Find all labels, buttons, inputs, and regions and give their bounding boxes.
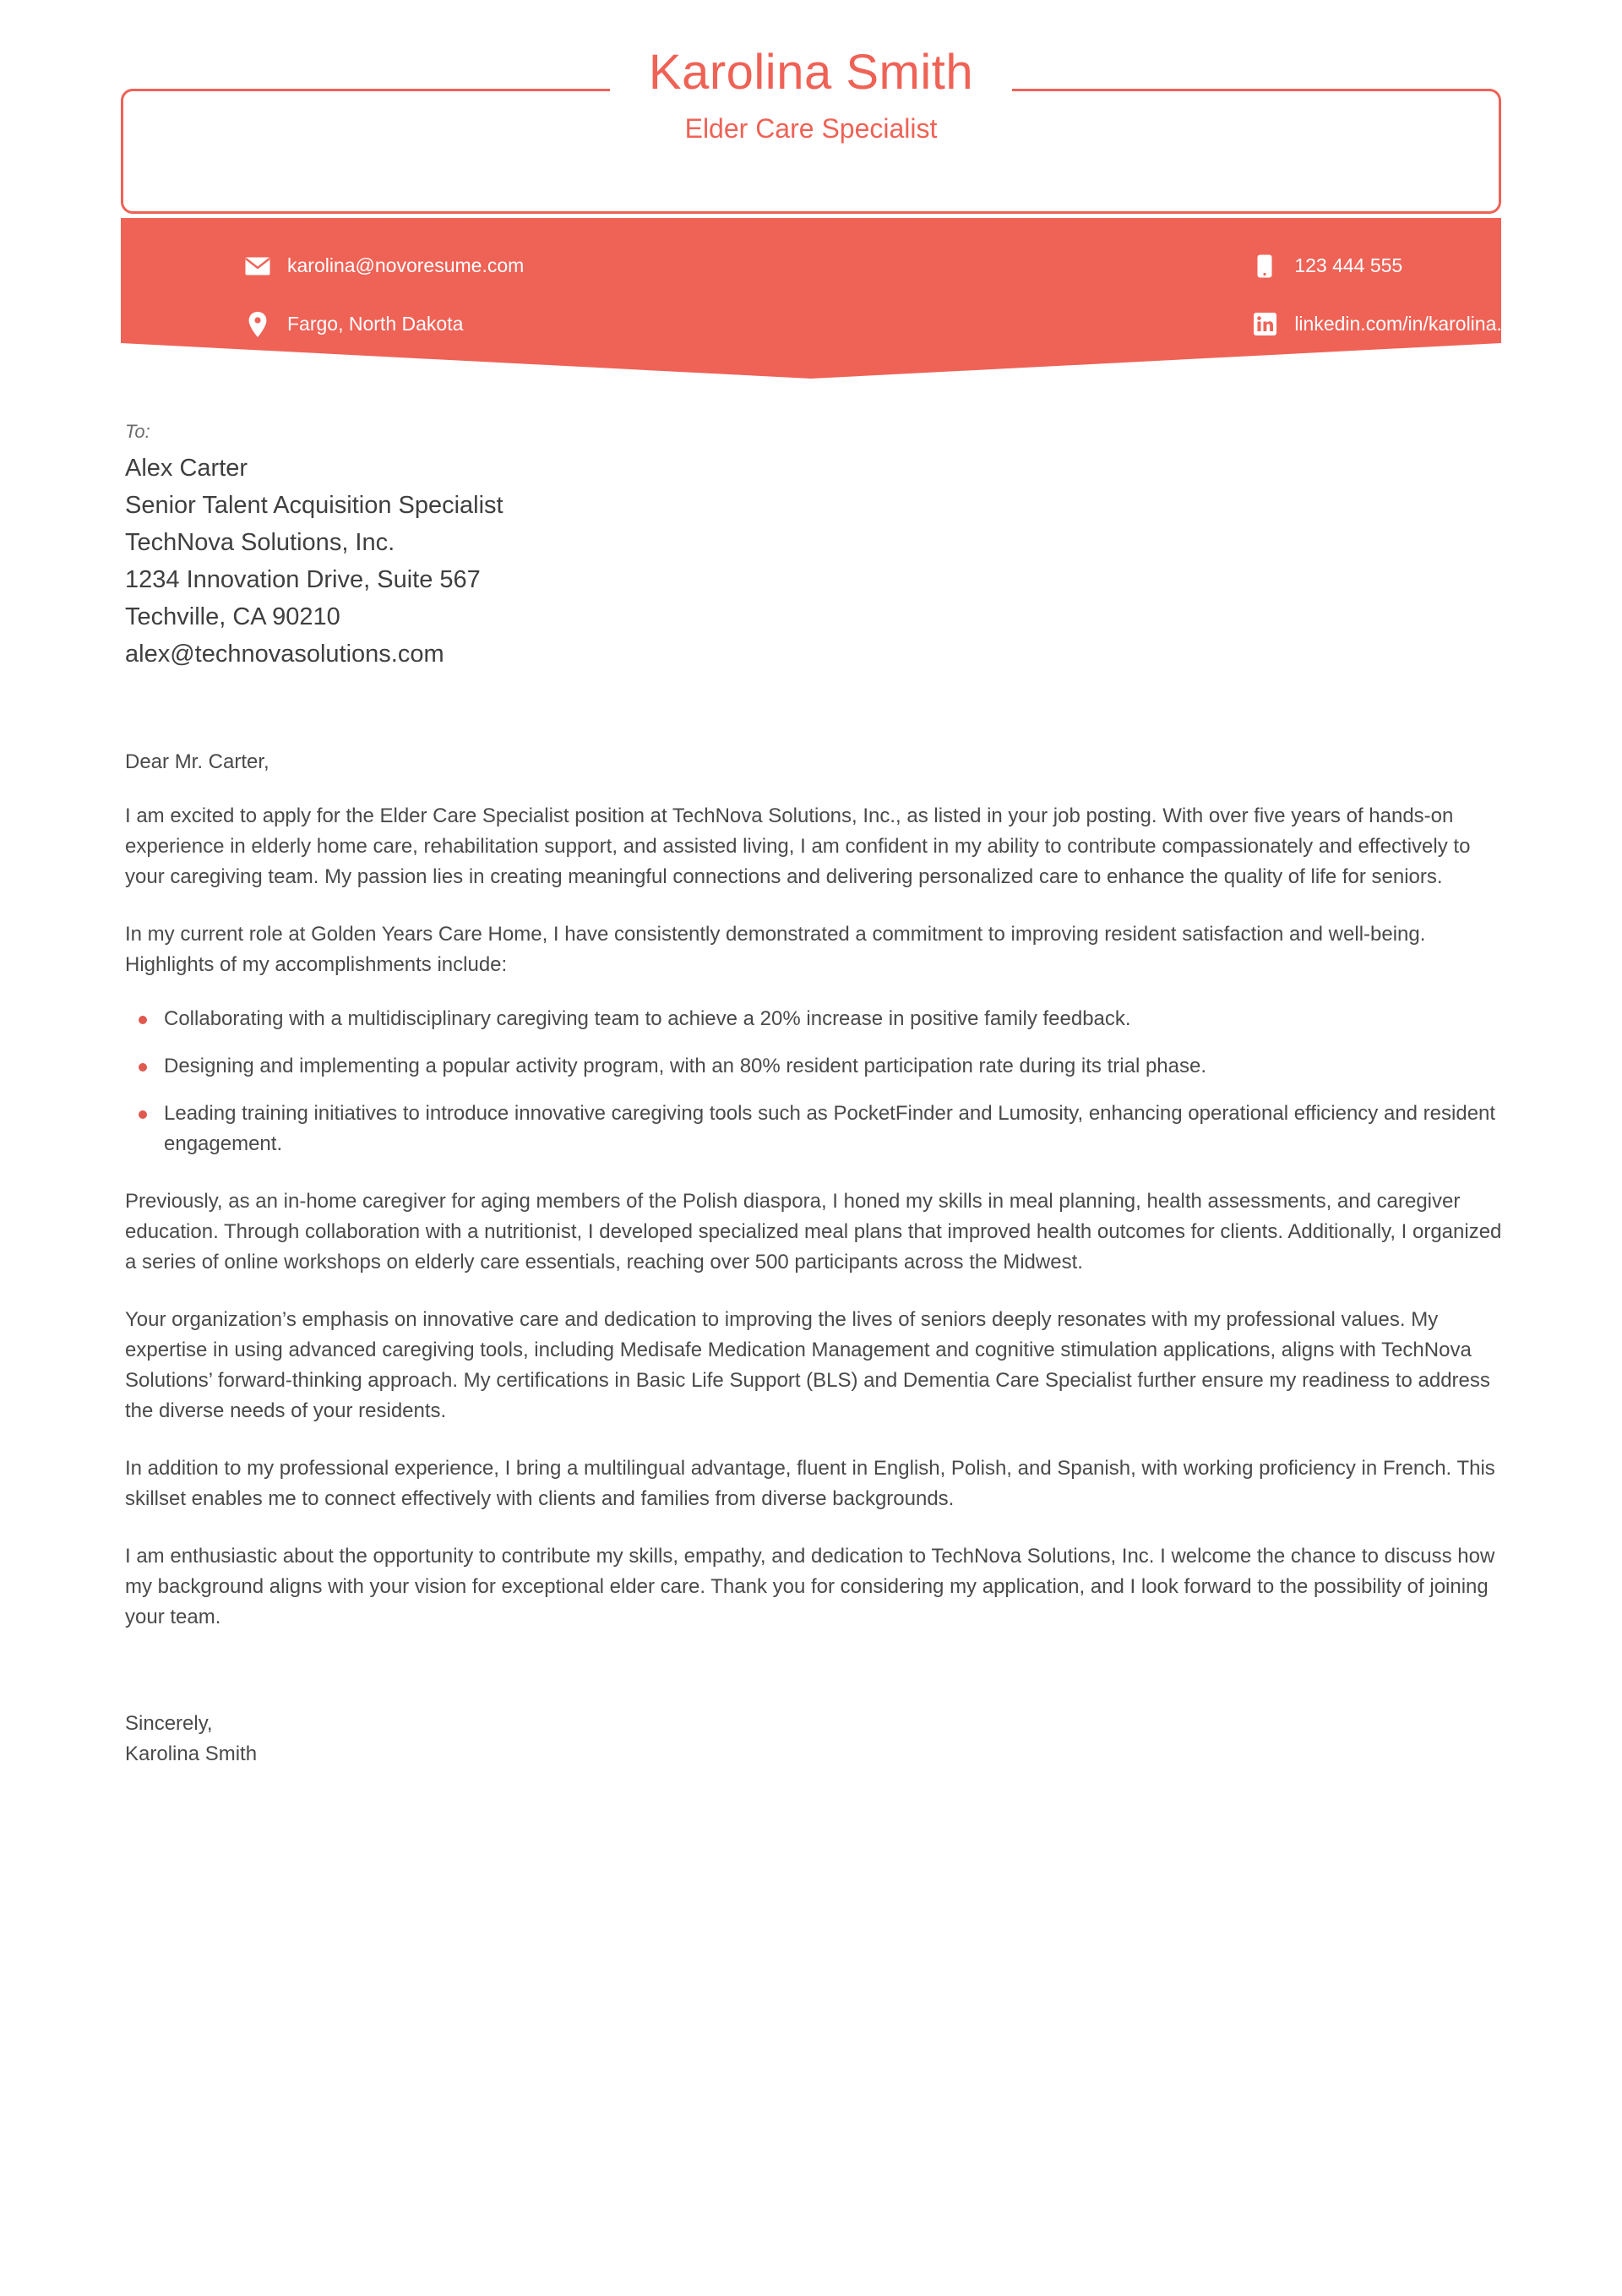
- contact-linkedin-text: linkedin.com/in/karolina.smith: [1294, 313, 1549, 335]
- salutation: Dear Mr. Carter,: [125, 750, 269, 773]
- contact-linkedin[interactable]: [524, 295, 1548, 353]
- paragraph-6: I am enthusiastic about the opportunity to contribute my skills, empathy, and dedication to TechNova Solutions, Inc. I welcome the chance to discuss how my background aligns with your vision for exceptional elder care. Thank you for considering my application, and I look forward to the possibility of joining your team.: [125, 1545, 1495, 1628]
- signoff-block: [125, 1709, 1502, 1770]
- letter-header: [0, 0, 1622, 177]
- contact-location-text: Fargo, North Dakota: [287, 313, 464, 335]
- list-item: Leading training initiatives to introduce innovative caregiving tools such as PocketFinder and Lumosity, enhancing operational efficiency and resident engagement.: [161, 1099, 1502, 1159]
- contact-email-text: karolina@novoresume.com: [287, 254, 525, 276]
- letter-body: [125, 421, 1502, 1770]
- recipient-line: 1234 Innovation Drive, Suite 567: [125, 566, 481, 593]
- contact-location: [121, 295, 524, 353]
- signature-name: Karolina Smith: [125, 1742, 258, 1765]
- recipient-line: Alex Carter: [125, 455, 248, 482]
- email-icon: [243, 252, 272, 281]
- accomplishments-list: [125, 1004, 1502, 1159]
- paragraph-5: In addition to my professional experience, I bring a multilingual advantage, fluent in English, Polish, and Spanish, with working proficiency in French. This skillset enables me to connect effectively with clients and families from diverse backgrounds.: [125, 1457, 1495, 1510]
- paragraph-2: In my current role at Golden Years Care Home, I have consistently demonstrated a commitment to improving resident satisfaction and well-being. Highlights of my accomplishments include:: [125, 923, 1426, 976]
- contact-info: [121, 218, 1549, 353]
- location-pin-icon: [243, 310, 272, 339]
- page-title: Karolina Smith: [610, 44, 1012, 101]
- list-item: Collaborating with a multidisciplinary caregiving team to achieve a 20% increase in positive family feedback.: [161, 1004, 1502, 1034]
- recipient-line: TechNova Solutions, Inc.: [125, 529, 395, 556]
- paragraph-4: Your organization’s emphasis on innovative care and dedication to improving the lives of seniors deeply resonates with my professional values. My expertise in using advanced caregiving tools, including Medisafe Medication Management and cognitive stimulation applications, aligns with TechNova Solutions’ forward-thinking approach. My certifications in Basic Life Support (BLS) and Dementia Care Specialist further ensure my readiness to address the diverse needs of your residents.: [125, 1308, 1490, 1422]
- recipient-line: alex@technovasolutions.com: [125, 641, 444, 668]
- linkedin-icon: [1250, 310, 1279, 339]
- closing-text: Sincerely,: [125, 1712, 213, 1735]
- to-label: To:: [125, 421, 150, 442]
- phone-icon: [1250, 252, 1279, 281]
- list-item: Designing and implementing a popular activity program, with an 80% resident participation rate during its trial phase.: [161, 1051, 1502, 1082]
- contact-phone[interactable]: [524, 237, 1548, 295]
- paragraph-1: I am excited to apply for the Elder Care Specialist position at TechNova Solutions, Inc., as listed in your job posting. With over five years of hands-on experience in elderly home care, rehabilitation support, and assisted living, I am confident in my ability to contribute compassionately and effectively to your caregiving team. My passion lies in creating meaningful connections and delivering personalized care to enhance the quality of life for seniors.: [125, 804, 1471, 888]
- contact-phone-text: 123 444 555: [1294, 254, 1403, 276]
- contact-email[interactable]: [121, 237, 524, 295]
- recipient-line: Techville, CA 90210: [125, 603, 340, 630]
- paragraph-3: Previously, as an in-home caregiver for aging members of the Polish diaspora, I honed my skills in meal planning, health assessments, and caregiver education. Through collaboration with a nutritionist, I developed specialized meal plans that improved health outcomes for clients. Additionally, I organized a series of online workshops on elderly care essentials, reaching over 500 participants across the Midwest.: [125, 1190, 1502, 1273]
- recipient-line: Senior Talent Acquisition Specialist: [125, 492, 503, 519]
- job-title: Elder Care Specialist: [684, 113, 938, 144]
- name-block: [0, 44, 1622, 147]
- recipient-block: [125, 450, 1502, 673]
